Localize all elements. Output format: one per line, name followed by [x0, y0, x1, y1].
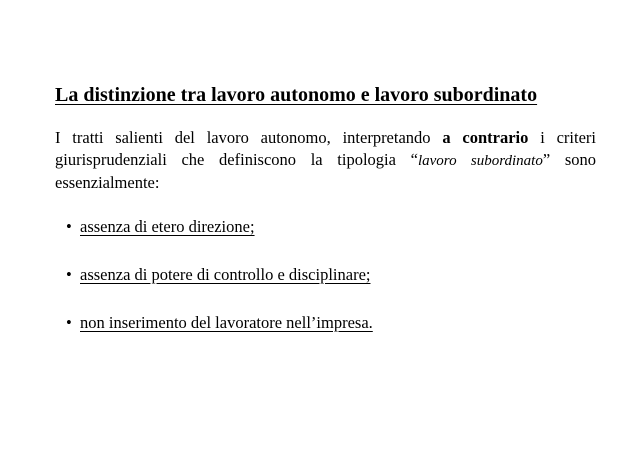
intro-text-2a: giurisprudenziali che definiscono la tipologia “: [55, 150, 418, 169]
intro-text-2b: ” sono: [542, 150, 597, 169]
bullet-text: assenza di etero direzione;: [80, 217, 255, 236]
bullet-icon: •: [66, 313, 72, 332]
intro-text-1b: i criteri: [528, 128, 596, 147]
bullet-icon: •: [66, 217, 72, 236]
intro-line-3: essenzialmente:: [55, 173, 160, 192]
bullet-text: non inserimento del lavoratore nell’impresa.: [80, 313, 373, 332]
bullet-icon: •: [66, 265, 72, 284]
bullet-text: assenza di potere di controllo e disciplinare;: [80, 265, 371, 284]
intro-line-1: [55, 127, 596, 149]
intro-italic-phrase: lavoro subordinato: [417, 153, 543, 169]
intro-text-1a: I tratti salienti del lavoro autonomo, interpretando: [55, 128, 443, 147]
slide-title: La distinzione tra lavoro autonomo e lavoro subordinato: [55, 84, 538, 106]
bullet-item: [66, 312, 606, 334]
bullet-list: [66, 216, 606, 360]
bullet-item: [66, 216, 606, 238]
intro-line-2: [55, 149, 596, 172]
intro-bold-phrase: a contrario: [442, 128, 529, 147]
bullet-item: [66, 264, 606, 286]
intro-paragraph: [55, 127, 596, 194]
